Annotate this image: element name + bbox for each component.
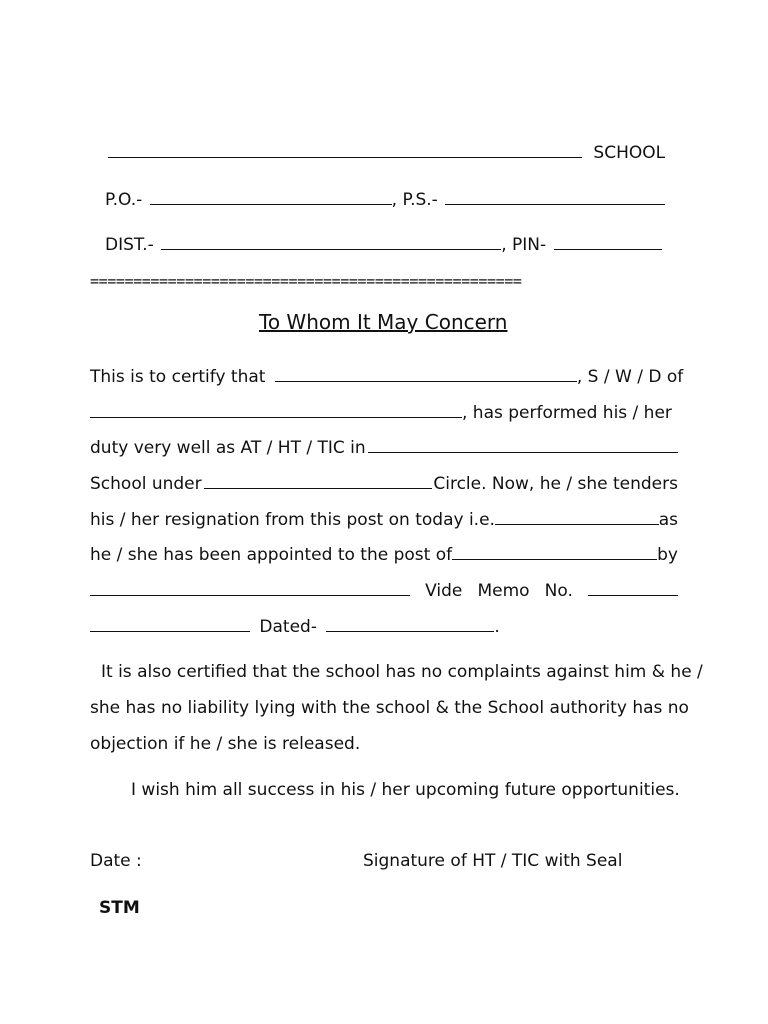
cert-text: by — [657, 545, 678, 565]
circle-blank[interactable] — [204, 472, 432, 489]
cert-text: he / she has been appointed to the post of — [90, 545, 453, 565]
resignation-date-blank[interactable] — [495, 508, 659, 525]
stm-mark: STM — [99, 898, 140, 918]
ps-blank[interactable] — [445, 188, 665, 205]
dated-blank[interactable] — [326, 615, 494, 632]
cert-text: Memo — [477, 581, 530, 601]
dist-blank[interactable] — [161, 233, 501, 250]
also-certified-line-2: she has no liability lying with the school & the School authority has no — [90, 698, 689, 718]
cert-text: No. — [544, 581, 573, 601]
cert-line-8 — [90, 615, 500, 638]
ps-label: , P.S.- — [391, 190, 438, 210]
page-title: To Whom It May Concern — [259, 310, 508, 334]
authority-blank[interactable] — [90, 579, 410, 596]
cert-text: Dated- — [259, 617, 317, 637]
cert-line-7 — [90, 579, 678, 602]
new-post-blank[interactable] — [452, 543, 657, 560]
cert-line-1 — [90, 365, 683, 388]
school-label: SCHOOL — [593, 143, 666, 163]
school-name-blank[interactable] — [108, 141, 582, 158]
cert-text: Vide — [425, 581, 463, 601]
school-name-line — [108, 141, 665, 164]
cert-text: his / her resignation from this post on today i.e. — [90, 510, 495, 530]
cert-line-5 — [90, 508, 678, 531]
parent-name-blank[interactable] — [90, 401, 462, 418]
cert-text: Circle. Now, he / she tenders — [433, 474, 678, 494]
memo-no-cont-blank[interactable] — [90, 615, 250, 632]
cert-text: , S / W / D of — [576, 367, 684, 387]
also-certified-line-3: objection if he / she is released. — [90, 734, 361, 754]
dist-pin-line — [105, 233, 662, 256]
cert-text: , has performed his / her — [462, 403, 672, 423]
cert-text: duty very well as AT / HT / TIC in — [90, 438, 366, 458]
cert-text: School under — [90, 474, 202, 494]
cert-line-2 — [90, 401, 672, 424]
po-label: P.O.- — [105, 190, 143, 210]
signature-label: Signature of HT / TIC with Seal — [363, 851, 623, 871]
cert-text: as — [658, 510, 678, 530]
cert-text: This is to certify that — [90, 367, 266, 387]
also-certified-line-1: It is also certified that the school has no complaints against him & he / — [101, 662, 703, 682]
wish-line: I wish him all success in his / her upcoming future opportunities. — [131, 780, 680, 800]
po-ps-line — [105, 188, 665, 211]
memo-no-blank[interactable] — [588, 579, 678, 596]
person-name-blank[interactable] — [275, 365, 577, 382]
school-blank[interactable] — [368, 436, 678, 453]
cert-line-3 — [90, 436, 678, 459]
po-blank[interactable] — [150, 188, 392, 205]
cert-line-6 — [90, 543, 678, 566]
cert-text: . — [494, 617, 500, 637]
date-label: Date : — [90, 851, 142, 871]
dist-label: DIST.- — [105, 235, 154, 255]
pin-label: , PIN- — [501, 235, 547, 255]
header-separator: ================================================== — [90, 272, 522, 290]
cert-line-4 — [90, 472, 678, 495]
pin-blank[interactable] — [554, 233, 662, 250]
